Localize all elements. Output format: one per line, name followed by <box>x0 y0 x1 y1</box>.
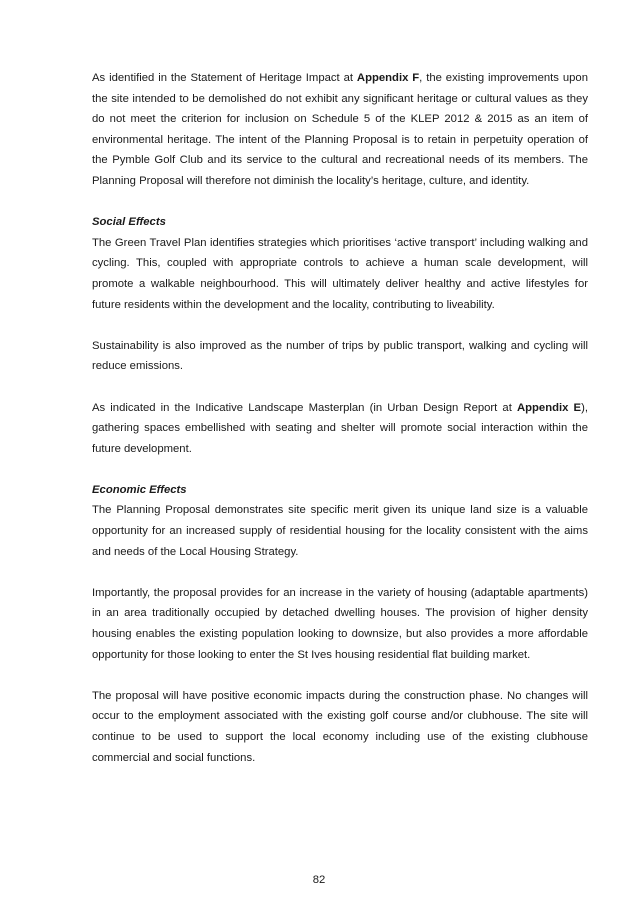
landscape-text-1: As indicated in the Indicative Landscape Masterplan (in Urban Design Report at <box>92 401 517 414</box>
economic-effects-heading: Economic Effects <box>92 483 187 496</box>
landscape-paragraph <box>92 398 588 460</box>
appendix-e-reference: Appendix E <box>516 401 582 414</box>
housing-variety-paragraph: Importantly, the proposal provides for an increase in the variety of housing (adaptable apartments) in an area traditionally occupied by detached dwelling houses. The provision of higher density housing enables the existing population looking to downsize, but also provides a more affordable opportunity for those looking to enter the St Ives housing residential flat building market. <box>92 586 588 661</box>
construction-impact-paragraph: The proposal will have positive economic impacts during the construction phase. No changes will occur to the employment associated with the existing golf course and/or clubhouse. The site will continue to be used to support the local economy including use of the existing clubhouse commercial and social functions. <box>92 689 588 764</box>
appendix-f-reference: Appendix F <box>356 72 420 84</box>
document-body <box>92 68 588 768</box>
heritage-paragraph <box>92 68 588 192</box>
landscape-text-2: ), gathering spaces embellished with seating and shelter will promote social interaction within the future development. <box>92 401 588 455</box>
heritage-text-1: As identified in the Statement of Heritage Impact at <box>92 72 357 84</box>
sustainability-paragraph: Sustainability is also improved as the number of trips by public transport, walking and cycling will reduce emissions. <box>92 339 588 373</box>
page-number: 82 <box>312 874 326 886</box>
social-effects-heading: Social Effects <box>92 216 166 229</box>
green-travel-paragraph: The Green Travel Plan identifies strategies which prioritises ‘active transport’ including walking and cycling. This, coupled with appropriate controls to achieve a human scale development, will promote a walkable neighbourhood. This will ultimately deliver healthy and active lifestyles for future residents within the development and the locality, contributing to liveability. <box>92 236 588 311</box>
heritage-text-2: , the existing improvements upon the site intended to be demolished do not exhibit any significant heritage or cultural values as they do not meet the criterion for inclusion on Schedule 5 of the KLEP 2012 & 2015 as an item of environmental heritage. The intent of the Planning Proposal is to retain in perpetuity operation of the Pymble Golf Club and its service to the cultural and recreational needs of its members. The Planning Proposal will therefore not diminish the locality’s heritage, culture, and identity. <box>92 72 588 187</box>
site-merit-paragraph: The Planning Proposal demonstrates site specific merit given its unique land size is a valuable opportunity for an increased supply of residential housing for the locality consistent with the aims and needs of the Local Housing Strategy. <box>92 504 588 558</box>
